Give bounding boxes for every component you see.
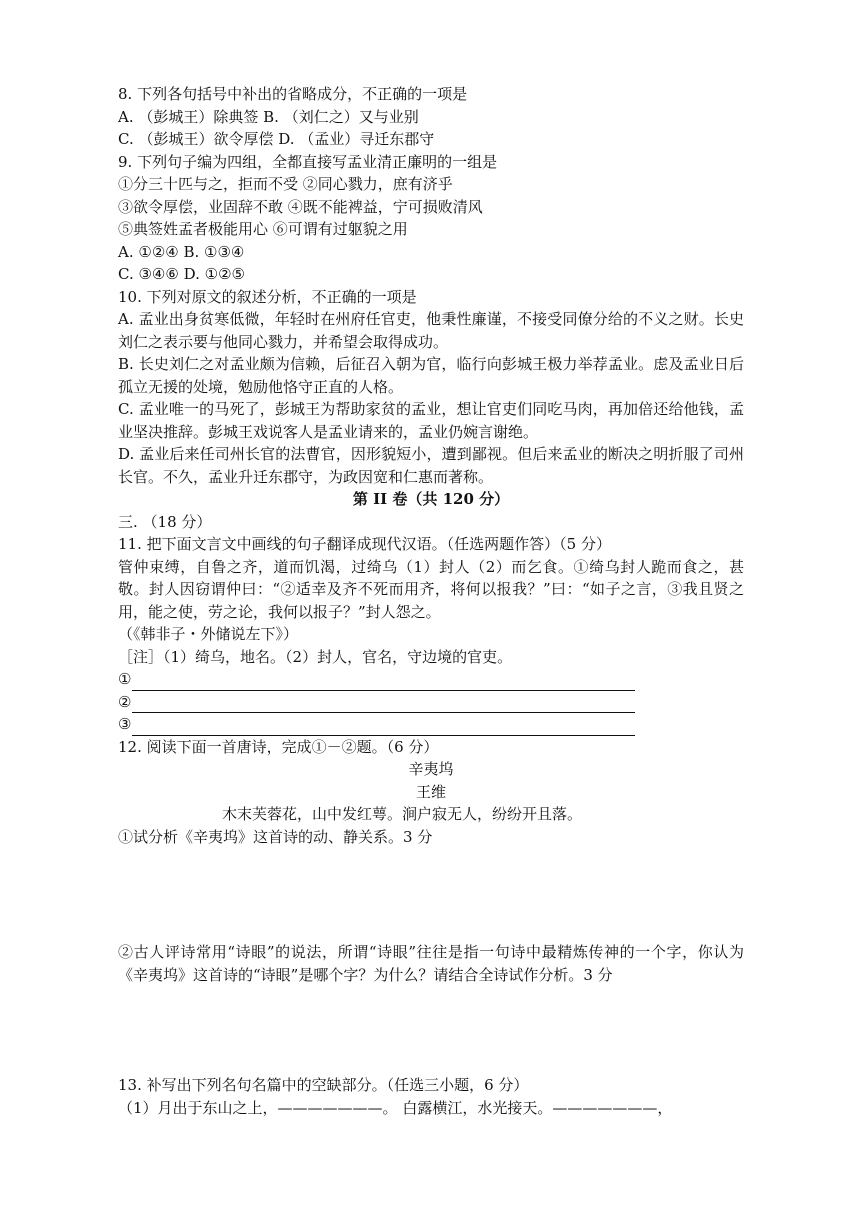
q9-items-row1: ①分三十匹与之，拒而不受 ②同心戮力，庶有济乎 bbox=[118, 175, 453, 193]
answer-line-1[interactable] bbox=[118, 668, 744, 691]
q13-stem: 13. 补写出下列名句名篇中的空缺部分。（任选三小题，6 分） bbox=[118, 1076, 529, 1094]
exam-page bbox=[118, 83, 744, 1119]
poem-author: 王维 bbox=[415, 782, 446, 801]
answer-line-2-label: ② bbox=[118, 692, 132, 711]
answer-line-1-rule bbox=[132, 673, 635, 691]
q9-options-row2: C. ③④⑥ D. ①②⑤ bbox=[118, 265, 245, 283]
q11-source: （《韩非子・外储说左下》） bbox=[118, 625, 299, 643]
q12-subquestion-1: ①试分析《辛夷坞》这首诗的动、静关系。3 分 bbox=[118, 827, 433, 846]
q10-option-a: A. 孟业出身贫寒低微，年轻时在州府任官吏，他秉性廉谨，不接受同僚分给的不义之财。长史刘仁之表示要与他同心戮力，并希望会取得成功。 bbox=[118, 310, 744, 351]
answer-space-2[interactable] bbox=[118, 986, 744, 1074]
q9-items-row3: ⑤典签姓孟者极能用心 ⑥可谓有过躯貌之用 bbox=[118, 220, 408, 238]
answer-line-2[interactable] bbox=[118, 691, 744, 714]
section-title: 第 II 卷（共 120 分） bbox=[352, 490, 510, 508]
q13-line-1: （1）月出于东山之上，———————。 白露横江，水光接天。———————， bbox=[118, 1098, 673, 1117]
answer-line-3[interactable] bbox=[118, 713, 744, 736]
q11-passage: 管仲束缚，自鲁之齐，道而饥渴，过绮乌（1）封人（2）而乞食。①绮乌封人跪而食之，甚敬。封人因窃谓仲曰：“②适幸及齐不死而用齐，将何以报我？”曰：“如子之言，③我且贤之用，能之使，劳之论，我何以报子？”封人怨之。 bbox=[118, 557, 744, 621]
q12-stem: 12. 阅读下面一首唐诗，完成①－②题。（6 分） bbox=[118, 737, 439, 756]
q9-items-row2: ③欲令厚偿，业固辞不敢 ④既不能裨益，宁可损败清风 bbox=[118, 197, 483, 216]
q8-options-row2: C. （彭城王）欲令厚偿 D. （孟业）寻迁东郡守 bbox=[118, 130, 435, 148]
q9-options-row1: A. ①②④ B. ①③④ bbox=[118, 242, 245, 261]
q10-option-d: D. 孟业后来任司州长官的法曹官，因形貌短小，遭到鄙视。但后来孟业的断决之明折服了司州长官。不久，孟业升迁东郡守，为政因宽和仁惠而著称。 bbox=[118, 445, 744, 486]
answer-line-1-label: ① bbox=[118, 670, 132, 688]
q10-stem: 10. 下列对原文的叙述分析，不正确的一项是 bbox=[118, 287, 417, 306]
answer-line-3-rule bbox=[132, 718, 635, 736]
q11-stem: 11. 把下面文言文中画线的句子翻译成现代汉语。（任选两题作答）（5 分） bbox=[118, 535, 611, 553]
q9-stem: 9. 下列句子编为四组，全都直接写孟业清正廉明的一组是 bbox=[118, 152, 498, 171]
poem-title: 辛夷坞 bbox=[408, 760, 454, 778]
part-heading: 三. （18 分） bbox=[118, 512, 212, 531]
answer-space-1[interactable] bbox=[118, 848, 744, 941]
answer-line-2-rule bbox=[132, 695, 635, 713]
q8-stem: 8. 下列各句括号中补出的省略成分，不正确的一项是 bbox=[118, 85, 468, 103]
answer-line-3-label: ③ bbox=[118, 715, 132, 733]
q12-subquestion-2: ②古人评诗常用“诗眼”的说法，所谓“诗眼”往往是指一句诗中最精炼传神的一个字，你认为《辛夷坞》这首诗的“诗眼”是哪个字？为什么？请结合全诗试作分析。3 分 bbox=[118, 943, 744, 984]
q10-option-c: C. 孟业唯一的马死了，彭城王为帮助家贫的孟业，想让官吏们同吃马肉，再加倍还给他钱，孟业坚决推辞。彭城王戏说客人是孟业请来的，孟业仍婉言谢绝。 bbox=[118, 400, 744, 441]
poem-text: 木末芙蓉花，山中发红萼。涧户寂无人，纷纷开且落。 bbox=[222, 805, 583, 823]
q8-options-row1: A. （彭城王）除典签 B. （刘仁之）又与业别 bbox=[118, 107, 419, 126]
q10-option-b: B. 长史刘仁之对孟业颇为信赖，后征召入朝为官，临行向彭城王极力举荐孟业。虑及孟业日后孤立无援的处境，勉励他恪守正直的人格。 bbox=[118, 355, 744, 396]
q11-note: ［注］（1）绮乌，地名。（2）封人，官名，守边境的官吏。 bbox=[118, 647, 513, 666]
